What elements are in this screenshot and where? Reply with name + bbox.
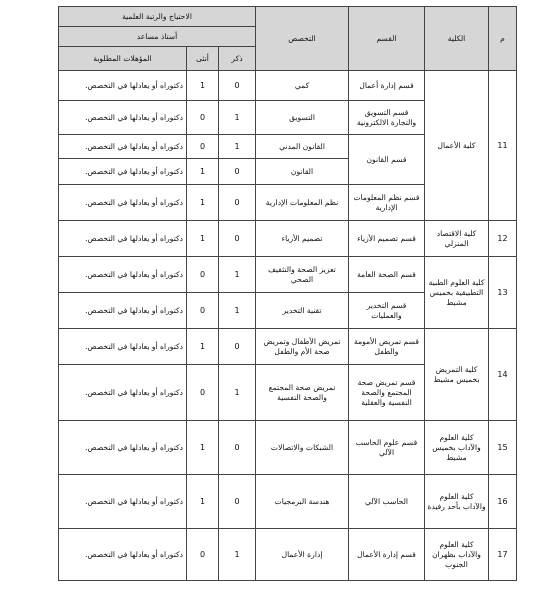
male-count: 1 xyxy=(219,101,256,135)
dept-cell: قسم الصحة العامة xyxy=(349,257,425,293)
qualification-cell: دكتوراه أو يعادلها في التخصص. xyxy=(59,221,187,257)
row-number: 17 xyxy=(489,529,517,581)
specialty-cell: تعزيز الصحة والتثقيف الصحي xyxy=(256,257,349,293)
dept-cell: قسم تمريض صحة المجتمع والصحة النفسية والعقلية xyxy=(349,365,425,421)
specialty-cell: إدارة الأعمال xyxy=(256,529,349,581)
female-count: 0 xyxy=(187,101,219,135)
dept-cell: قسم التسويق والتجارة الالكترونية xyxy=(349,101,425,135)
table-row xyxy=(59,421,517,475)
qualification-cell: دكتوراه أو يعادلها في التخصص. xyxy=(59,185,187,221)
male-count: 1 xyxy=(219,293,256,329)
specialty-cell: القانون المدني xyxy=(256,135,349,159)
female-count: 0 xyxy=(187,135,219,159)
row-number: 16 xyxy=(489,475,517,529)
qualification-cell: دكتوراه أو يعادلها في التخصص. xyxy=(59,293,187,329)
specialty-cell: هندسة البرمجيات xyxy=(256,475,349,529)
female-count: 1 xyxy=(187,475,219,529)
qualification-cell: دكتوراه أو يعادلها في التخصص. xyxy=(59,421,187,475)
qualification-cell: دكتوراه أو يعادلها في التخصص. xyxy=(59,101,187,135)
header-female: أنثى xyxy=(187,47,219,71)
header-college: الكلية xyxy=(425,7,489,71)
female-count: 0 xyxy=(187,293,219,329)
header-rank: أستاذ مساعد xyxy=(59,27,256,47)
college-cell: كلية العلوم والآداب بخميس مشيط xyxy=(425,421,489,475)
header-dept: القسم xyxy=(349,7,425,71)
college-cell: كلية العلوم والآداب بأحد رفيدة xyxy=(425,475,489,529)
male-count: 0 xyxy=(219,475,256,529)
table-row xyxy=(59,475,517,529)
specialty-cell: نظم المعلومات الإدارية xyxy=(256,185,349,221)
header-m: م xyxy=(489,7,517,71)
male-count: 0 xyxy=(219,185,256,221)
dept-cell: قسم علوم الحاسب الآلي xyxy=(349,421,425,475)
qualification-cell: دكتوراه أو يعادلها في التخصص. xyxy=(59,159,187,185)
qualification-cell: دكتوراه أو يعادلها في التخصص. xyxy=(59,257,187,293)
female-count: 1 xyxy=(187,221,219,257)
female-count: 1 xyxy=(187,329,219,365)
dept-cell: قسم إدارة أعمال xyxy=(349,71,425,101)
dept-cell: قسم التخدير والعمليات xyxy=(349,293,425,329)
male-count: 0 xyxy=(219,221,256,257)
qualification-cell: دكتوراه أو يعادلها في التخصص. xyxy=(59,529,187,581)
college-cell: كلية الأعمال xyxy=(425,71,489,221)
row-number: 14 xyxy=(489,329,517,421)
header-need-group: الاحتياج والرتبة العلمية xyxy=(59,7,256,27)
header-qualifications: المؤهلات المطلوبة xyxy=(59,47,187,71)
table-row xyxy=(59,529,517,581)
college-cell: كلية العلوم والآداب بظهران الجنوب xyxy=(425,529,489,581)
dept-cell: قسم تصميم الأزياء xyxy=(349,221,425,257)
male-count: 0 xyxy=(219,329,256,365)
female-count: 0 xyxy=(187,365,219,421)
table-row xyxy=(59,257,517,293)
header-male: ذكر xyxy=(219,47,256,71)
specialty-cell: تمريض الأطفال وتمريض صحة الأم والطفل xyxy=(256,329,349,365)
specialty-cell: كمي xyxy=(256,71,349,101)
qualification-cell: دكتوراه أو يعادلها في التخصص. xyxy=(59,475,187,529)
table-row xyxy=(59,71,517,101)
female-count: 1 xyxy=(187,71,219,101)
specialty-cell: التسويق xyxy=(256,101,349,135)
header-specialty: التخصص xyxy=(256,7,349,71)
document-page xyxy=(58,6,516,581)
specialty-cell: الشبكات والاتصالات xyxy=(256,421,349,475)
row-number: 15 xyxy=(489,421,517,475)
row-number: 13 xyxy=(489,257,517,329)
qualification-cell: دكتوراه أو يعادلها في التخصص. xyxy=(59,365,187,421)
college-cell: كلية العلوم الطبية التطبيقية بخميس مشيط xyxy=(425,257,489,329)
male-count: 0 xyxy=(219,421,256,475)
table-row xyxy=(59,329,517,365)
male-count: 1 xyxy=(219,257,256,293)
dept-cell: قسم القانون xyxy=(349,135,425,185)
male-count: 1 xyxy=(219,135,256,159)
female-count: 1 xyxy=(187,159,219,185)
qualification-cell: دكتوراه أو يعادلها في التخصص. xyxy=(59,329,187,365)
table-row xyxy=(59,221,517,257)
qualification-cell: دكتوراه أو يعادلها في التخصص. xyxy=(59,135,187,159)
college-cell: كلية التمريض بخميس مشيط xyxy=(425,329,489,421)
female-count: 0 xyxy=(187,257,219,293)
row-number: 11 xyxy=(489,71,517,221)
dept-cell: قسم تمريض الأمومة والطفل xyxy=(349,329,425,365)
qualification-cell: دكتوراه أو يعادلها في التخصص. xyxy=(59,71,187,101)
male-count: 0 xyxy=(219,71,256,101)
positions-table xyxy=(58,6,517,581)
dept-cell: الحاسب الآلي xyxy=(349,475,425,529)
college-cell: كلية الاقتصاد المنزلي xyxy=(425,221,489,257)
female-count: 0 xyxy=(187,529,219,581)
specialty-cell: تقنية التخدير xyxy=(256,293,349,329)
specialty-cell: القانون xyxy=(256,159,349,185)
specialty-cell: تصميم الأزياء xyxy=(256,221,349,257)
male-count: 1 xyxy=(219,529,256,581)
female-count: 1 xyxy=(187,421,219,475)
row-number: 12 xyxy=(489,221,517,257)
dept-cell: قسم إدارة الأعمال xyxy=(349,529,425,581)
male-count: 1 xyxy=(219,365,256,421)
specialty-cell: تمريض صحة المجتمع والصحة النفسية xyxy=(256,365,349,421)
male-count: 0 xyxy=(219,159,256,185)
dept-cell: قسم نظم المعلومات الإدارية xyxy=(349,185,425,221)
female-count: 1 xyxy=(187,185,219,221)
